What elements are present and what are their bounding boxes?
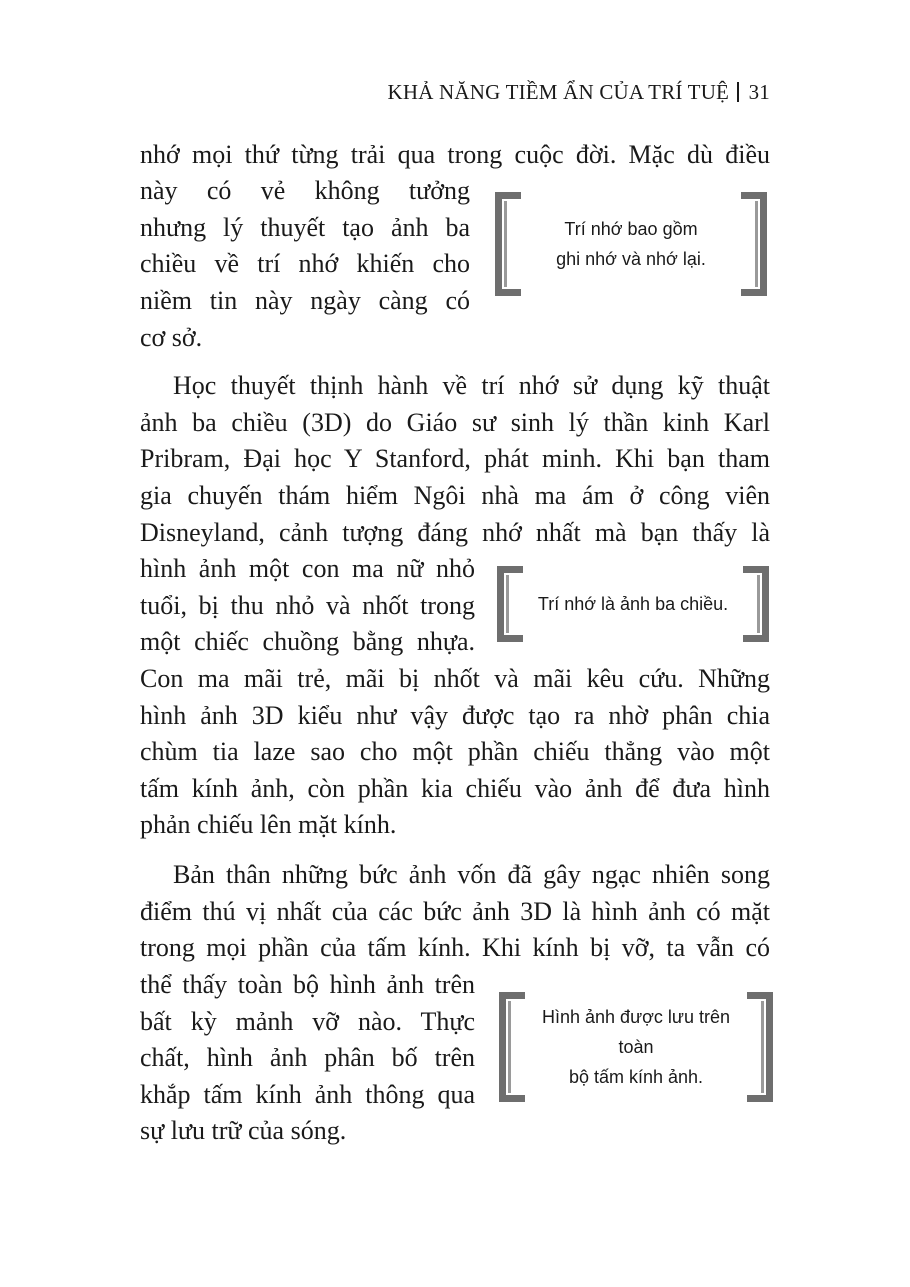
- pull-quote-text: Trí nhớ là ảnh ba chiều.: [537, 594, 729, 614]
- text-line: hình ảnh một con ma nữ nhỏ: [140, 554, 475, 583]
- text-line: Pribram, Đại học Y Stanford, phát minh. Khi bạn tham: [140, 444, 770, 473]
- left-bracket-icon: [495, 192, 521, 296]
- right-bracket-icon: [741, 192, 767, 296]
- running-header: [385, 80, 770, 105]
- text-line: gia chuyến thám hiểm Ngôi nhà ma ám ở công viên: [140, 481, 770, 510]
- text-line: cơ sở.: [140, 323, 203, 352]
- text-line: Bản thân những bức ảnh vốn đã gây ngạc nhiên song: [173, 860, 770, 889]
- text-line: này có vẻ không tưởng: [140, 176, 470, 205]
- pull-quote-text: Trí nhớ bao gồm ghi nhớ và nhớ lại.: [556, 219, 706, 269]
- text-line: thể thấy toàn bộ hình ảnh trên: [140, 970, 475, 999]
- text-line: phản chiếu lên mặt kính.: [140, 810, 397, 839]
- text-line: một chiếc chuồng bằng nhựa.: [140, 627, 475, 656]
- pull-quote-text: Hình ảnh được lưu trên toàn bộ tấm kính ảnh.: [542, 1007, 730, 1087]
- header-separator: [737, 82, 739, 102]
- text-line: Disneyland, cảnh tượng đáng nhớ nhất mà bạn thấy là: [140, 518, 770, 547]
- page-number: 31: [748, 80, 770, 104]
- pull-quote-memory-recall: [495, 192, 767, 296]
- text-line: ảnh ba chiều (3D) do Giáo sư sinh lý thần kinh Karl: [140, 408, 770, 437]
- text-line: nhớ mọi thứ từng trải qua trong cuộc đời. Mặc dù điều: [140, 140, 770, 169]
- text-line: bất kỳ mảnh vỡ nào. Thực: [140, 1007, 475, 1036]
- text-line: Con ma mãi trẻ, mãi bị nhốt và mãi kêu cứu. Những: [140, 664, 770, 693]
- text-line: Học thuyết thịnh hành về trí nhớ sử dụng kỹ thuật: [173, 371, 770, 400]
- text-line: khắp tấm kính ảnh thông qua: [140, 1080, 475, 1109]
- text-line: chiều về trí nhớ khiến cho: [140, 249, 470, 278]
- right-bracket-icon: [743, 566, 769, 642]
- text-line: chùm tia laze sao cho một phần chiếu thẳng vào một: [140, 737, 770, 766]
- pull-quote-hologram: [497, 566, 769, 642]
- text-line: sự lưu trữ của sóng.: [140, 1116, 347, 1145]
- pull-quote-glass-plate: [499, 992, 773, 1102]
- text-line: hình ảnh 3D kiểu như vậy được tạo ra nhờ phân chia: [140, 701, 770, 730]
- text-line: chất, hình ảnh phân bố trên: [140, 1043, 475, 1072]
- text-line: trong mọi phần của tấm kính. Khi kính bị vỡ, ta vẫn có: [140, 933, 770, 962]
- text-line: tấm kính ảnh, còn phần kia chiếu vào ảnh để đưa hình: [140, 774, 770, 803]
- text-line: niềm tin này ngày càng có: [140, 286, 470, 315]
- text-line: điểm thú vị nhất của các bức ảnh 3D là hình ảnh có mặt: [140, 897, 770, 926]
- text-line: nhưng lý thuyết tạo ảnh ba: [140, 213, 470, 242]
- chapter-title: KHẢ NĂNG TIỀM ẨN CỦA TRÍ TUỆ: [387, 80, 730, 104]
- left-bracket-icon: [497, 566, 523, 642]
- left-bracket-icon: [499, 992, 525, 1102]
- text-line: tuổi, bị thu nhỏ và nhốt trong: [140, 591, 475, 620]
- right-bracket-icon: [747, 992, 773, 1102]
